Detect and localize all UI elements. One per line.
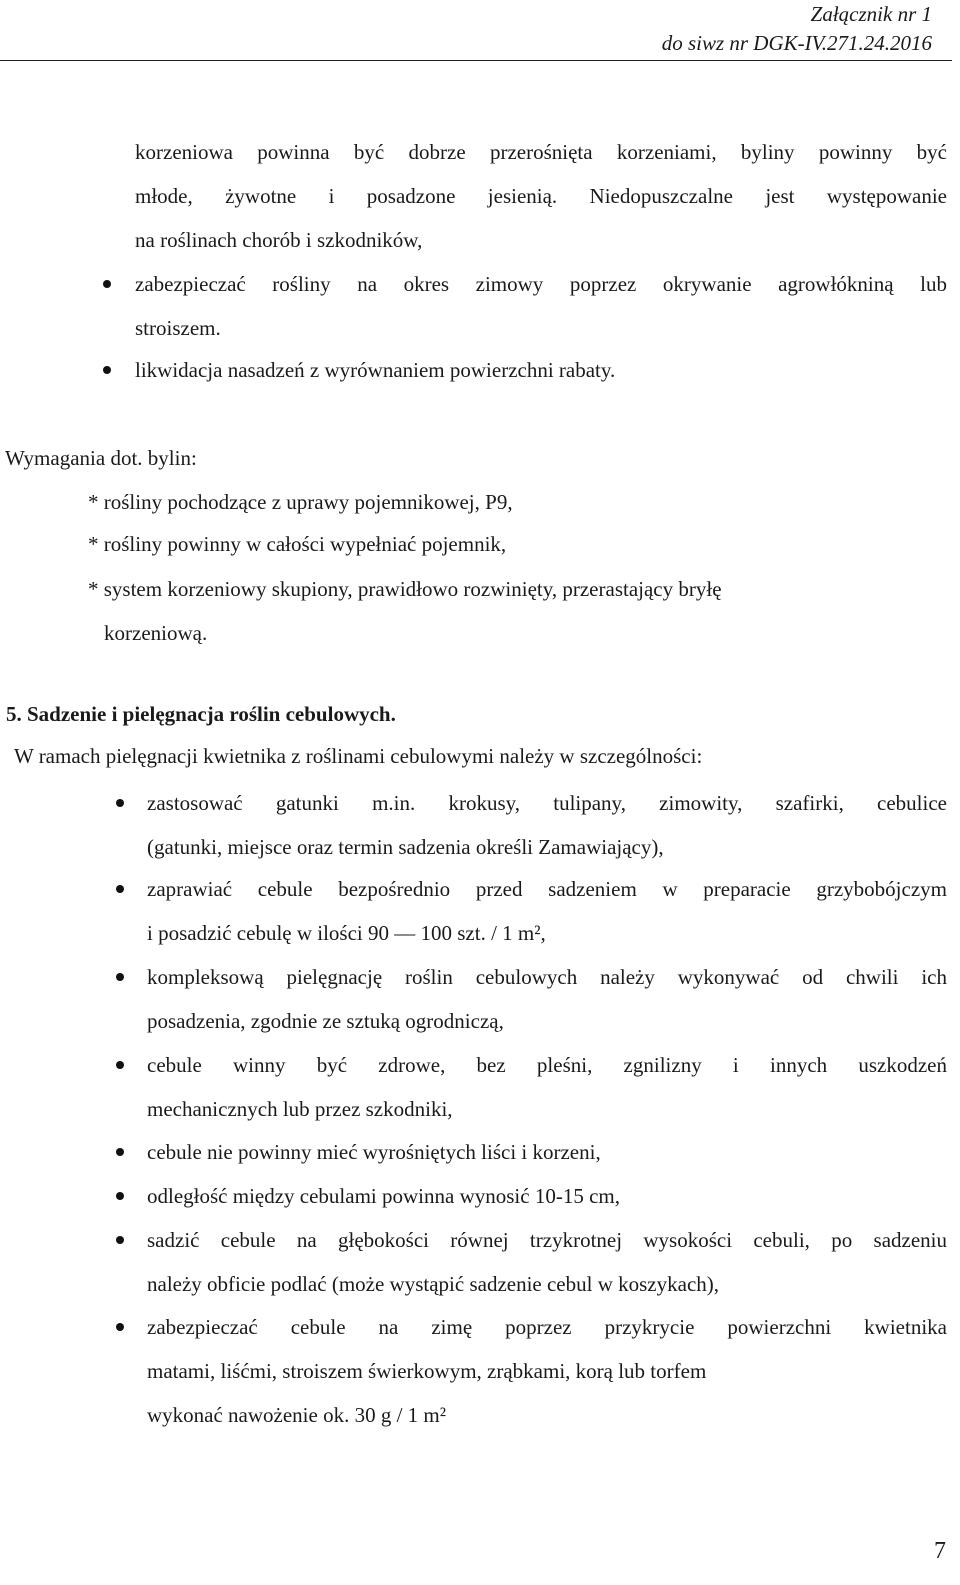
bullet-icon: [116, 885, 124, 893]
list-item-line: zaprawiać cebule bezpośrednio przed sadzeniem w preparacie grzybobójczym: [147, 877, 947, 901]
section-heading: Wymagania dot. bylin:: [5, 446, 197, 470]
bullet-icon: [116, 1236, 124, 1244]
list-item-line: posadzenia, zgodnie ze sztuką ogrodniczą,: [147, 1009, 504, 1033]
siwz-reference: do siwz nr DGK-IV.271.24.2016: [661, 31, 932, 55]
header-rule: [0, 60, 952, 61]
document-header: [662, 0, 932, 58]
paragraph-line: na roślinach chorób i szkodników,: [135, 228, 423, 252]
requirement-item: * system korzeniowy skupiony, prawidłowo rozwinięty, przerastający bryłę: [88, 577, 722, 601]
requirement-item: * rośliny powinny w całości wypełniać pojemnik,: [88, 532, 507, 556]
bullet-icon: [116, 1148, 124, 1156]
attachment-label: Załącznik nr 1: [810, 2, 932, 26]
section-intro: W ramach pielęgnacji kwietnika z roślinami cebulowymi należy w szczególności:: [14, 744, 703, 768]
paragraph-line: młode, żywotne i posadzone jesienią. Niedopuszczalne jest występowanie: [135, 184, 947, 208]
requirement-item: * rośliny pochodzące z uprawy pojemnikowej, P9,: [88, 490, 513, 514]
list-item-line: stroiszem.: [135, 316, 221, 340]
list-item-line: należy obficie podlać (może wystąpić sadzenie cebul w koszykach),: [147, 1272, 720, 1296]
list-item-line: zabezpieczać cebule na zimę poprzez przykrycie powierzchni kwietnika: [147, 1315, 947, 1339]
list-item-line: cebule nie powinny mieć wyrośniętych liści i korzeni,: [147, 1140, 601, 1164]
bullet-icon: [103, 366, 111, 374]
list-item-line: mechanicznych lub przez szkodniki,: [147, 1097, 453, 1121]
list-item-line: cebule winny być zdrowe, bez pleśni, zgnilizny i innych uszkodzeń: [147, 1053, 947, 1077]
section-title: 5. Sadzenie i pielęgnacja roślin cebulowych.: [6, 702, 396, 726]
bullet-icon: [116, 1323, 124, 1331]
paragraph-line: korzeniowa powinna być dobrze przerośnięta korzeniami, byliny powinny być: [135, 140, 947, 164]
bullet-icon: [116, 973, 124, 981]
list-item-line: kompleksową pielęgnację roślin cebulowych należy wykonywać od chwili ich: [147, 965, 947, 989]
requirement-item-cont: korzeniową.: [104, 621, 208, 645]
list-item-line: likwidacja nasadzeń z wyrównaniem powierzchni rabaty.: [135, 358, 616, 382]
bullet-icon: [116, 799, 124, 807]
list-item-line: odległość między cebulami powinna wynosić 10-15 cm,: [147, 1184, 620, 1208]
list-item-line: sadzić cebule na głębokości równej trzykrotnej wysokości cebuli, po sadzeniu: [147, 1228, 947, 1252]
list-item-line: i posadzić cebulę w ilości 90 — 100 szt. / 1 m²,: [147, 921, 546, 945]
bullet-icon: [116, 1192, 124, 1200]
bullet-icon: [103, 280, 111, 288]
page-number: 7: [934, 1538, 946, 1564]
bullet-icon: [116, 1061, 124, 1069]
list-item-line: matami, liśćmi, stroiszem świerkowym, zrąbkami, korą lub torfem: [147, 1359, 707, 1383]
list-item-line: (gatunki, miejsce oraz termin sadzenia określi Zamawiający),: [147, 835, 664, 859]
list-item-line: zastosować gatunki m.in. krokusy, tulipany, zimowity, szafirki, cebulice: [147, 791, 947, 815]
list-item-line: wykonać nawożenie ok. 30 g / 1 m²: [147, 1403, 447, 1427]
list-item-line: zabezpieczać rośliny na okres zimowy poprzez okrywanie agrowłókniną lub: [135, 272, 947, 296]
